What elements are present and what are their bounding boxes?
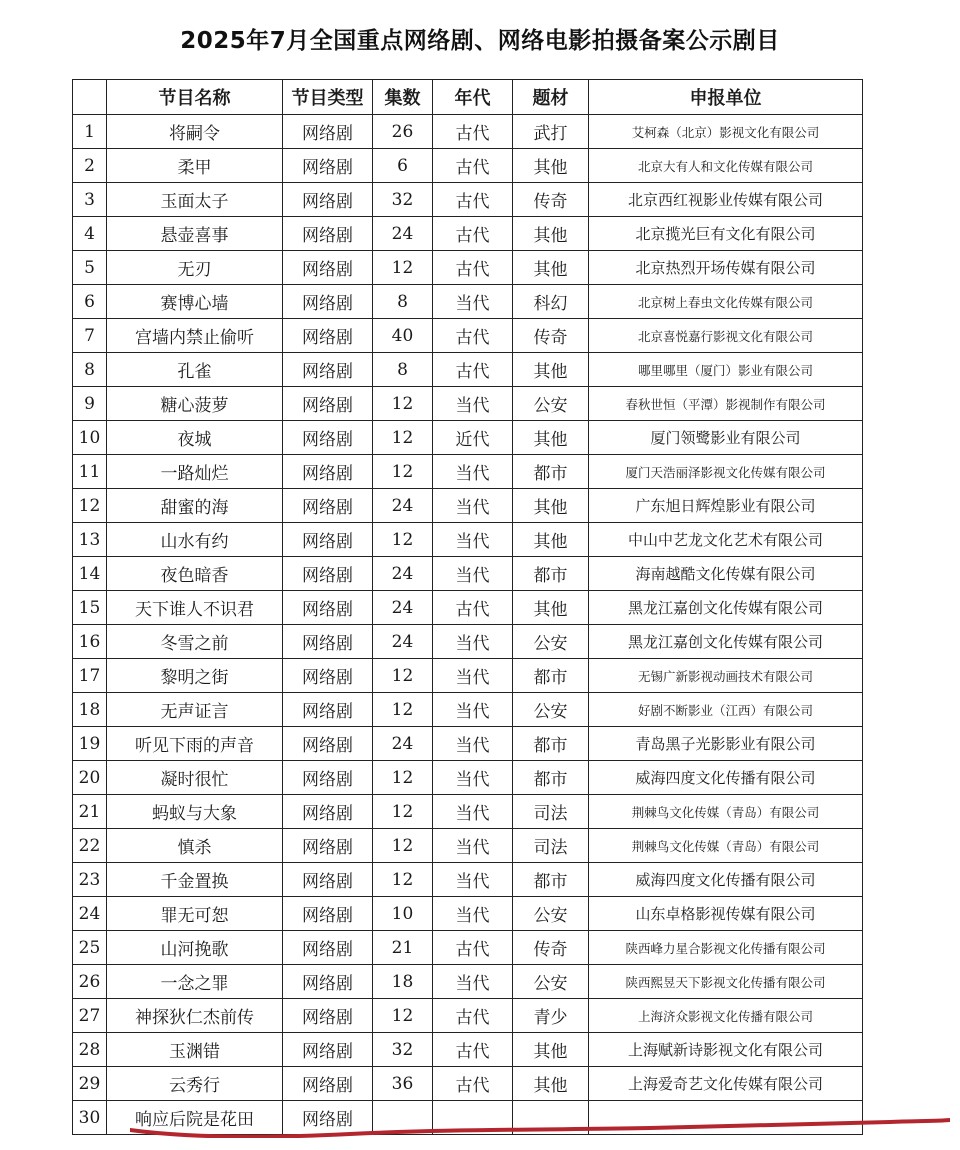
table-row: [73, 1033, 863, 1067]
cell-episodes: 18: [373, 965, 433, 999]
cell-program-name: 黎明之街: [107, 659, 283, 693]
table-row: [73, 1067, 863, 1101]
cell-era: 古代: [433, 591, 513, 625]
cell-program-name: 孔雀: [107, 353, 283, 387]
cell-episodes: 32: [373, 1033, 433, 1067]
cell-index: 10: [73, 421, 107, 455]
cell-program-type: 网络剧: [283, 795, 373, 829]
cell-genre: 武打: [513, 115, 589, 149]
cell-index: 16: [73, 625, 107, 659]
cell-era: 当代: [433, 897, 513, 931]
cell-era: 古代: [433, 217, 513, 251]
cell-genre: 其他: [513, 251, 589, 285]
cell-applicant-unit: 中山中艺龙文化艺术有限公司: [589, 523, 863, 557]
cell-applicant-unit: 荆棘鸟文化传媒（青岛）有限公司: [589, 829, 863, 863]
cell-era: 古代: [433, 353, 513, 387]
cell-applicant-unit: 广东旭日辉煌影业有限公司: [589, 489, 863, 523]
cell-episodes: 12: [373, 863, 433, 897]
cell-episodes: 36: [373, 1067, 433, 1101]
header-genre: 题材: [513, 80, 589, 115]
cell-program-name: 天下谁人不识君: [107, 591, 283, 625]
cell-applicant-unit: 荆棘鸟文化传媒（青岛）有限公司: [589, 795, 863, 829]
cell-era: 古代: [433, 251, 513, 285]
table-row: [73, 625, 863, 659]
cell-episodes: 12: [373, 387, 433, 421]
cell-index: 26: [73, 965, 107, 999]
cell-applicant-unit: 好剧不断影业（江西）有限公司: [589, 693, 863, 727]
cell-episodes: [373, 1101, 433, 1135]
cell-applicant-unit: 厦门天浩丽泽影视文化传媒有限公司: [589, 455, 863, 489]
cell-program-name: 云秀行: [107, 1067, 283, 1101]
cell-genre: 其他: [513, 421, 589, 455]
cell-era: 当代: [433, 489, 513, 523]
cell-program-type: 网络剧: [283, 999, 373, 1033]
cell-program-type: 网络剧: [283, 727, 373, 761]
cell-program-type: 网络剧: [283, 489, 373, 523]
cell-applicant-unit: 上海赋新诗影视文化有限公司: [589, 1033, 863, 1067]
cell-applicant-unit: 上海爱奇艺文化传媒有限公司: [589, 1067, 863, 1101]
cell-era: [433, 1101, 513, 1135]
cell-applicant-unit: 北京热烈开场传媒有限公司: [589, 251, 863, 285]
table-row: [73, 557, 863, 591]
cell-program-type: 网络剧: [283, 761, 373, 795]
cell-program-name: 赛博心墙: [107, 285, 283, 319]
cell-episodes: 8: [373, 285, 433, 319]
cell-applicant-unit: [589, 1101, 863, 1135]
header-program-name: 节目名称: [107, 80, 283, 115]
cell-era: 古代: [433, 183, 513, 217]
table-row: [73, 897, 863, 931]
cell-program-name: 神探狄仁杰前传: [107, 999, 283, 1033]
cell-index: 4: [73, 217, 107, 251]
cell-episodes: 6: [373, 149, 433, 183]
cell-genre: 司法: [513, 829, 589, 863]
cell-era: 当代: [433, 829, 513, 863]
cell-episodes: 24: [373, 727, 433, 761]
cell-program-name: 玉面太子: [107, 183, 283, 217]
cell-index: 7: [73, 319, 107, 353]
cell-program-type: 网络剧: [283, 1033, 373, 1067]
cell-program-name: 甜蜜的海: [107, 489, 283, 523]
table-row: [73, 489, 863, 523]
cell-program-name: 冬雪之前: [107, 625, 283, 659]
cell-episodes: 24: [373, 489, 433, 523]
registry-table-container: [72, 79, 862, 1135]
cell-applicant-unit: 艾柯森（北京）影视文化有限公司: [589, 115, 863, 149]
cell-genre: 都市: [513, 659, 589, 693]
table-row: [73, 523, 863, 557]
cell-genre: 科幻: [513, 285, 589, 319]
cell-era: 当代: [433, 965, 513, 999]
cell-applicant-unit: 威海四度文化传播有限公司: [589, 761, 863, 795]
cell-program-type: 网络剧: [283, 319, 373, 353]
table-row: [73, 455, 863, 489]
header-era: 年代: [433, 80, 513, 115]
cell-applicant-unit: 青岛黑子光影影业有限公司: [589, 727, 863, 761]
cell-episodes: 12: [373, 829, 433, 863]
cell-era: 当代: [433, 693, 513, 727]
cell-program-name: 将嗣令: [107, 115, 283, 149]
cell-program-name: 罪无可恕: [107, 897, 283, 931]
cell-index: 6: [73, 285, 107, 319]
cell-index: 18: [73, 693, 107, 727]
cell-program-type: 网络剧: [283, 829, 373, 863]
cell-index: 30: [73, 1101, 107, 1135]
table-row: [73, 149, 863, 183]
cell-era: 古代: [433, 999, 513, 1033]
table-row: [73, 353, 863, 387]
cell-era: 古代: [433, 319, 513, 353]
table-row: [73, 591, 863, 625]
cell-genre: 其他: [513, 1067, 589, 1101]
cell-program-name: 山河挽歌: [107, 931, 283, 965]
cell-episodes: 12: [373, 659, 433, 693]
cell-era: 当代: [433, 863, 513, 897]
table-row: [73, 421, 863, 455]
cell-program-type: 网络剧: [283, 897, 373, 931]
cell-program-type: 网络剧: [283, 455, 373, 489]
cell-program-type: 网络剧: [283, 217, 373, 251]
cell-era: 当代: [433, 387, 513, 421]
header-index: [73, 80, 107, 115]
cell-program-type: 网络剧: [283, 591, 373, 625]
cell-index: 12: [73, 489, 107, 523]
cell-applicant-unit: 陕西熙昱天下影视文化传播有限公司: [589, 965, 863, 999]
cell-index: 27: [73, 999, 107, 1033]
cell-program-name: 无声证言: [107, 693, 283, 727]
cell-applicant-unit: 北京揽光巨有文化有限公司: [589, 217, 863, 251]
cell-applicant-unit: 北京喜悦嘉行影视文化有限公司: [589, 319, 863, 353]
cell-genre: 公安: [513, 693, 589, 727]
cell-index: 8: [73, 353, 107, 387]
cell-genre: 传奇: [513, 319, 589, 353]
cell-program-name: 夜色暗香: [107, 557, 283, 591]
cell-era: 古代: [433, 1033, 513, 1067]
cell-program-name: 玉渊错: [107, 1033, 283, 1067]
cell-genre: 其他: [513, 1033, 589, 1067]
header-episodes: 集数: [373, 80, 433, 115]
table-row: [73, 965, 863, 999]
cell-index: 3: [73, 183, 107, 217]
cell-episodes: 8: [373, 353, 433, 387]
table-row: [73, 795, 863, 829]
cell-program-name: 一路灿烂: [107, 455, 283, 489]
cell-program-type: 网络剧: [283, 251, 373, 285]
cell-episodes: 12: [373, 455, 433, 489]
cell-program-type: 网络剧: [283, 523, 373, 557]
cell-program-type: 网络剧: [283, 659, 373, 693]
cell-episodes: 12: [373, 523, 433, 557]
cell-episodes: 24: [373, 217, 433, 251]
cell-episodes: 24: [373, 557, 433, 591]
cell-applicant-unit: 海南越酷文化传媒有限公司: [589, 557, 863, 591]
cell-index: 23: [73, 863, 107, 897]
table-row: [73, 999, 863, 1033]
cell-episodes: 12: [373, 421, 433, 455]
table-row: [73, 829, 863, 863]
cell-index: 24: [73, 897, 107, 931]
cell-era: 当代: [433, 727, 513, 761]
cell-applicant-unit: 春秋世恒（平潭）影视制作有限公司: [589, 387, 863, 421]
table-row: [73, 659, 863, 693]
table-row: [73, 693, 863, 727]
cell-episodes: 12: [373, 795, 433, 829]
cell-genre: [513, 1101, 589, 1135]
cell-index: 20: [73, 761, 107, 795]
cell-program-name: 蚂蚁与大象: [107, 795, 283, 829]
cell-applicant-unit: 威海四度文化传播有限公司: [589, 863, 863, 897]
cell-applicant-unit: 黑龙江嘉创文化传媒有限公司: [589, 591, 863, 625]
cell-program-name: 柔甲: [107, 149, 283, 183]
cell-program-type: 网络剧: [283, 557, 373, 591]
table-row: [73, 285, 863, 319]
cell-program-name: 山水有约: [107, 523, 283, 557]
cell-era: 近代: [433, 421, 513, 455]
cell-era: 当代: [433, 455, 513, 489]
cell-episodes: 21: [373, 931, 433, 965]
header-program-type: 节目类型: [283, 80, 373, 115]
cell-applicant-unit: 厦门领鹭影业有限公司: [589, 421, 863, 455]
cell-program-type: 网络剧: [283, 353, 373, 387]
cell-genre: 都市: [513, 455, 589, 489]
cell-era: 当代: [433, 761, 513, 795]
cell-era: 当代: [433, 625, 513, 659]
cell-program-type: 网络剧: [283, 421, 373, 455]
cell-program-name: 慎杀: [107, 829, 283, 863]
cell-index: 28: [73, 1033, 107, 1067]
cell-program-type: 网络剧: [283, 931, 373, 965]
cell-index: 2: [73, 149, 107, 183]
cell-index: 21: [73, 795, 107, 829]
cell-index: 29: [73, 1067, 107, 1101]
cell-program-type: 网络剧: [283, 625, 373, 659]
table-row: [73, 251, 863, 285]
cell-era: 当代: [433, 285, 513, 319]
cell-program-name: 一念之罪: [107, 965, 283, 999]
document-title: 2025年7月全国重点网络剧、网络电影拍摄备案公示剧目: [180, 28, 780, 54]
cell-genre: 公安: [513, 625, 589, 659]
cell-index: 14: [73, 557, 107, 591]
table-row: [73, 931, 863, 965]
cell-index: 11: [73, 455, 107, 489]
table-row: [73, 217, 863, 251]
cell-program-type: 网络剧: [283, 1067, 373, 1101]
cell-program-name: 响应后院是花田: [107, 1101, 283, 1135]
cell-era: 古代: [433, 1067, 513, 1101]
cell-program-type: 网络剧: [283, 965, 373, 999]
cell-index: 19: [73, 727, 107, 761]
cell-program-type: 网络剧: [283, 149, 373, 183]
cell-era: 古代: [433, 149, 513, 183]
cell-genre: 都市: [513, 761, 589, 795]
cell-episodes: 12: [373, 693, 433, 727]
cell-genre: 传奇: [513, 931, 589, 965]
cell-episodes: 24: [373, 625, 433, 659]
cell-genre: 其他: [513, 353, 589, 387]
cell-program-type: 网络剧: [283, 1101, 373, 1135]
cell-era: 古代: [433, 115, 513, 149]
table-row: [73, 1101, 863, 1135]
table-header-row: [73, 80, 863, 115]
cell-index: 25: [73, 931, 107, 965]
cell-era: 当代: [433, 523, 513, 557]
cell-era: 当代: [433, 659, 513, 693]
cell-program-name: 夜城: [107, 421, 283, 455]
cell-program-type: 网络剧: [283, 285, 373, 319]
cell-applicant-unit: 哪里哪里（厦门）影业有限公司: [589, 353, 863, 387]
header-applicant-unit: 申报单位: [589, 80, 863, 115]
cell-applicant-unit: 黑龙江嘉创文化传媒有限公司: [589, 625, 863, 659]
cell-genre: 其他: [513, 149, 589, 183]
cell-era: 当代: [433, 795, 513, 829]
cell-index: 22: [73, 829, 107, 863]
cell-genre: 传奇: [513, 183, 589, 217]
registry-table: [72, 79, 863, 1135]
table-row: [73, 183, 863, 217]
cell-genre: 公安: [513, 387, 589, 421]
cell-genre: 公安: [513, 965, 589, 999]
cell-genre: 都市: [513, 727, 589, 761]
cell-applicant-unit: 无锡广新影视动画技术有限公司: [589, 659, 863, 693]
cell-applicant-unit: 北京西红视影业传媒有限公司: [589, 183, 863, 217]
cell-program-name: 无刃: [107, 251, 283, 285]
cell-genre: 都市: [513, 863, 589, 897]
cell-episodes: 10: [373, 897, 433, 931]
cell-episodes: 24: [373, 591, 433, 625]
cell-program-name: 凝时很忙: [107, 761, 283, 795]
cell-genre: 公安: [513, 897, 589, 931]
cell-genre: 青少: [513, 999, 589, 1033]
cell-program-type: 网络剧: [283, 387, 373, 421]
cell-era: 当代: [433, 557, 513, 591]
cell-genre: 都市: [513, 557, 589, 591]
cell-index: 17: [73, 659, 107, 693]
cell-program-name: 千金置换: [107, 863, 283, 897]
table-row: [73, 863, 863, 897]
cell-program-name: 悬壶喜事: [107, 217, 283, 251]
cell-episodes: 12: [373, 999, 433, 1033]
cell-program-name: 糖心菠萝: [107, 387, 283, 421]
cell-index: 13: [73, 523, 107, 557]
cell-genre: 其他: [513, 591, 589, 625]
cell-program-type: 网络剧: [283, 115, 373, 149]
cell-genre: 其他: [513, 523, 589, 557]
cell-program-name: 听见下雨的声音: [107, 727, 283, 761]
cell-genre: 司法: [513, 795, 589, 829]
table-row: [73, 727, 863, 761]
cell-index: 9: [73, 387, 107, 421]
table-row: [73, 319, 863, 353]
table-body: [73, 115, 863, 1135]
cell-program-type: 网络剧: [283, 693, 373, 727]
cell-program-type: 网络剧: [283, 863, 373, 897]
cell-episodes: 12: [373, 761, 433, 795]
cell-applicant-unit: 陕西峰力星合影视文化传播有限公司: [589, 931, 863, 965]
cell-index: 1: [73, 115, 107, 149]
cell-episodes: 12: [373, 251, 433, 285]
cell-applicant-unit: 北京大有人和文化传媒有限公司: [589, 149, 863, 183]
cell-episodes: 32: [373, 183, 433, 217]
cell-genre: 其他: [513, 489, 589, 523]
cell-applicant-unit: 北京树上春虫文化传媒有限公司: [589, 285, 863, 319]
cell-program-type: 网络剧: [283, 183, 373, 217]
table-row: [73, 761, 863, 795]
cell-index: 15: [73, 591, 107, 625]
cell-program-name: 宫墙内禁止偷听: [107, 319, 283, 353]
table-row: [73, 115, 863, 149]
table-row: [73, 387, 863, 421]
cell-genre: 其他: [513, 217, 589, 251]
cell-index: 5: [73, 251, 107, 285]
cell-episodes: 26: [373, 115, 433, 149]
cell-applicant-unit: 上海济众影视文化传播有限公司: [589, 999, 863, 1033]
cell-era: 古代: [433, 931, 513, 965]
cell-episodes: 40: [373, 319, 433, 353]
cell-applicant-unit: 山东卓格影视传媒有限公司: [589, 897, 863, 931]
